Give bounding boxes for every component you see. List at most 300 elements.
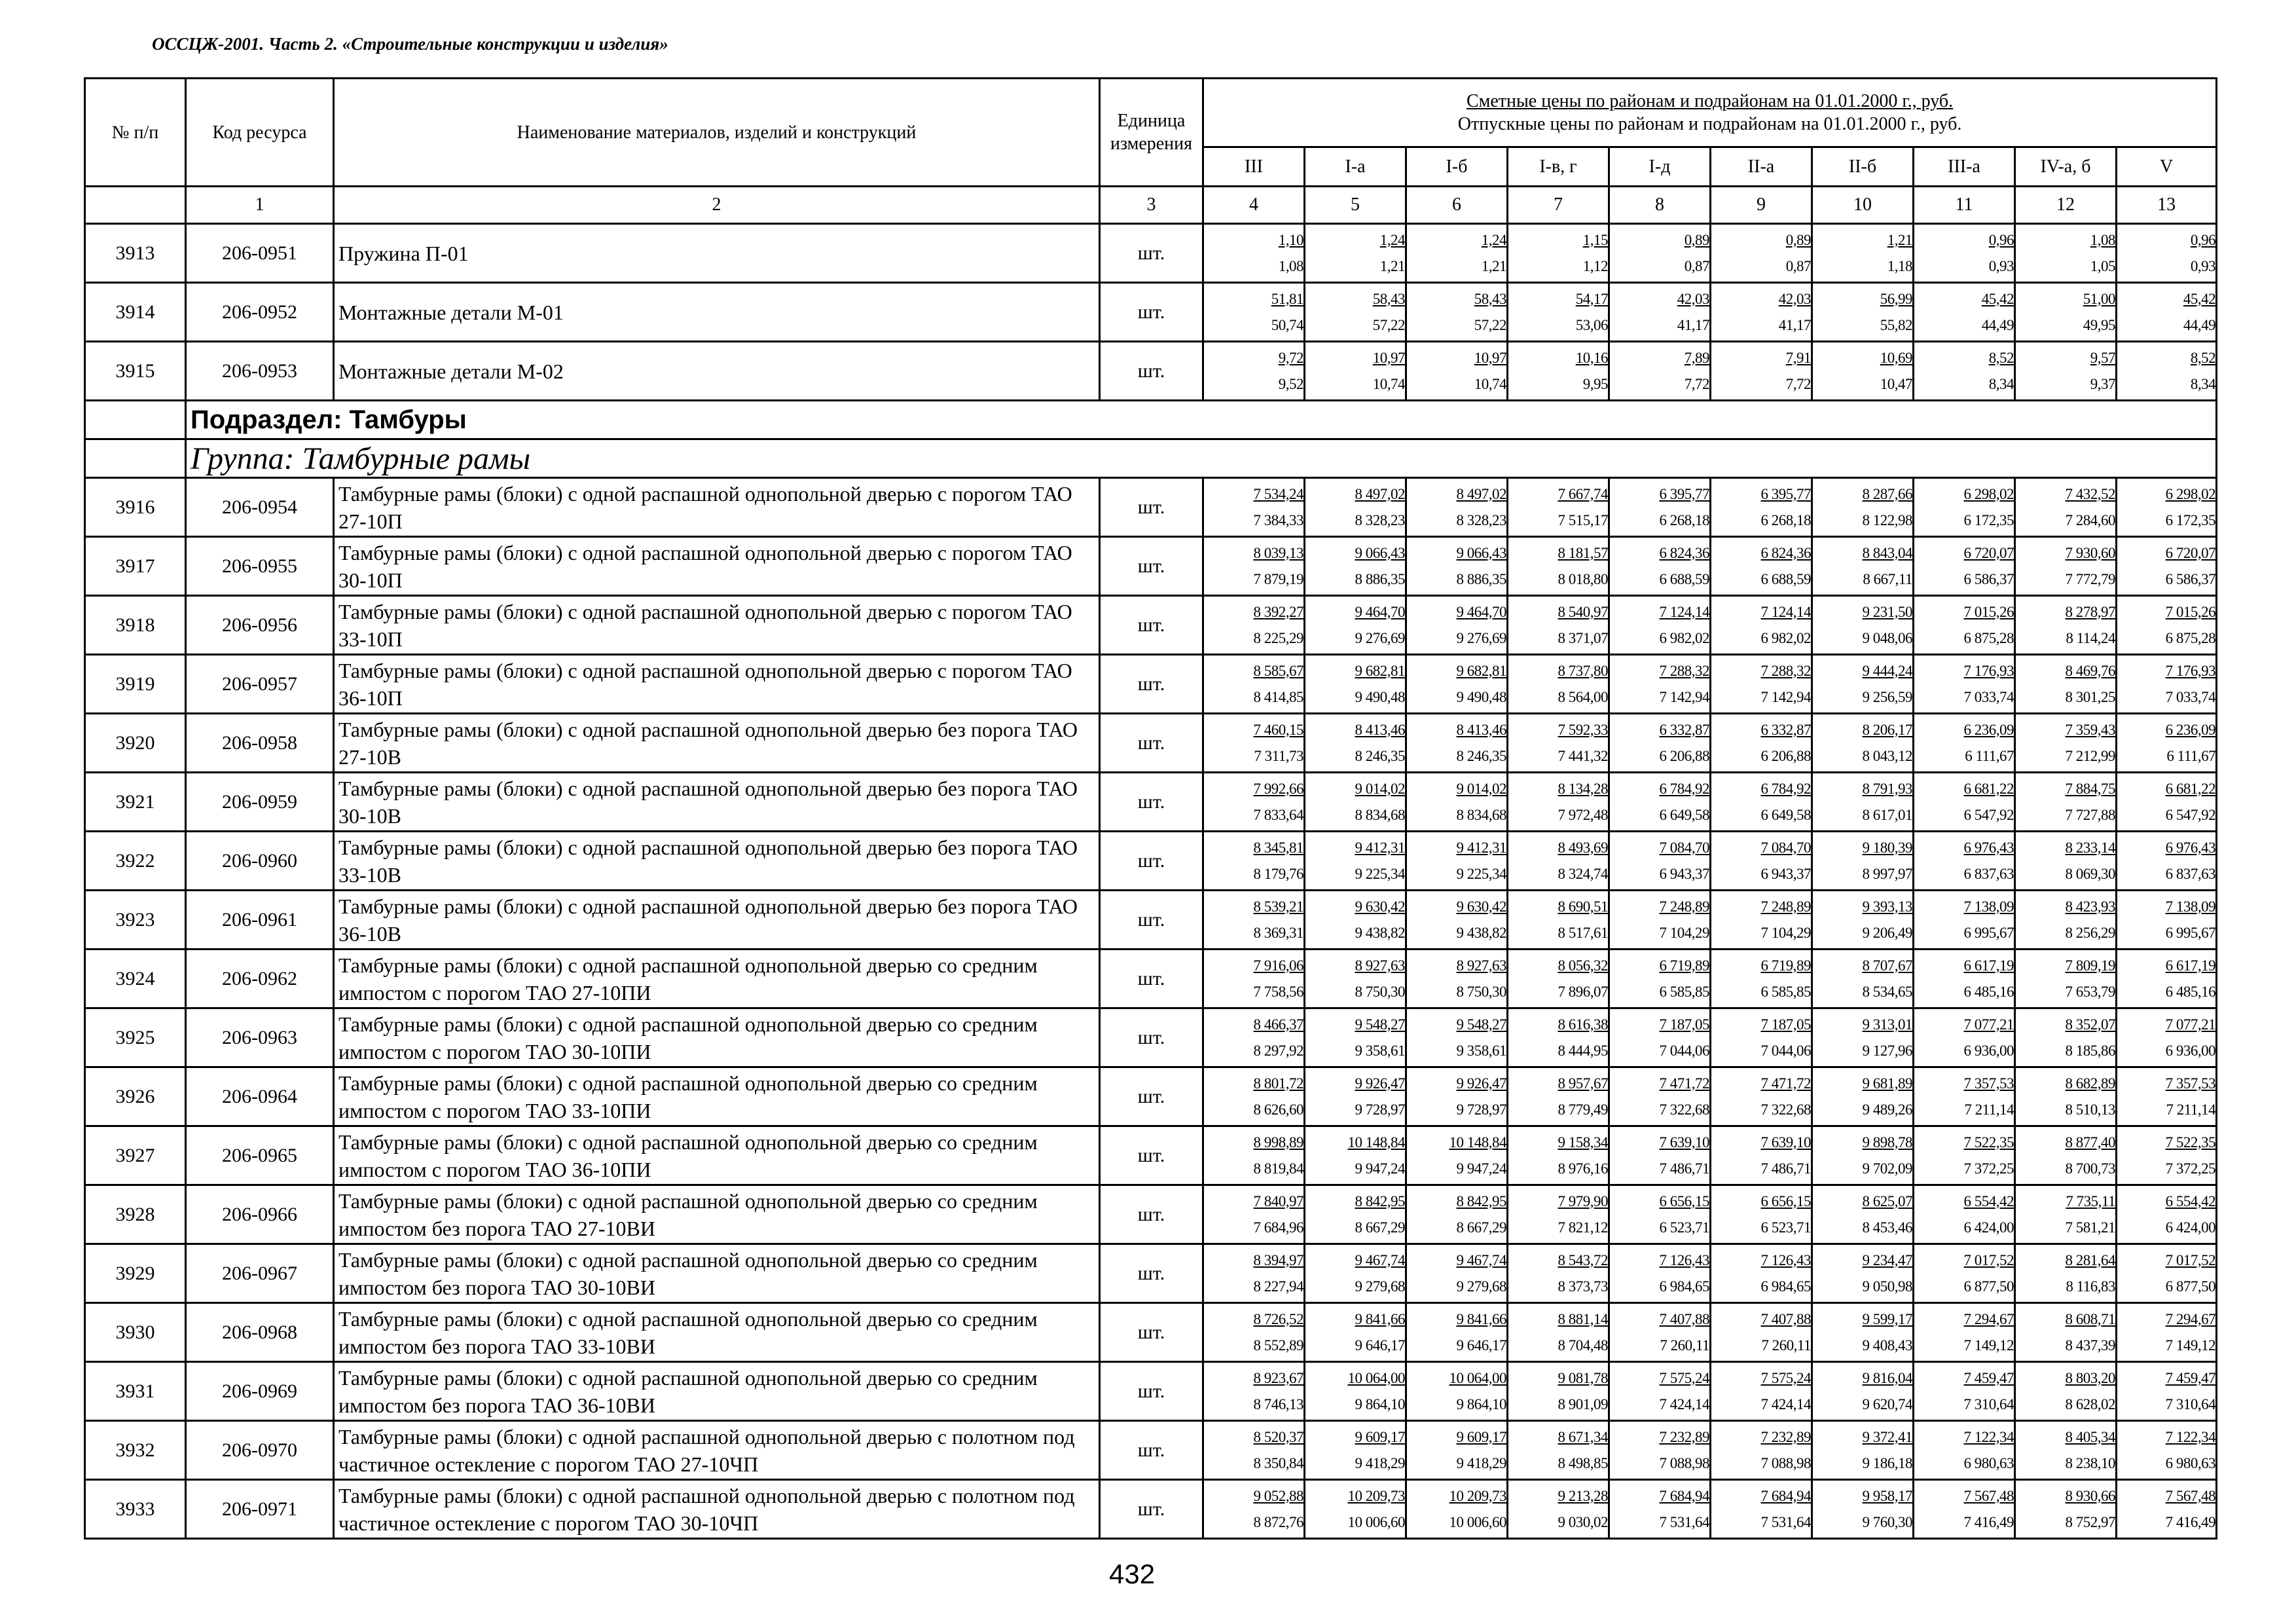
price-cell [2015,537,2117,596]
release-price: 6 877,50 [2165,1278,2216,1295]
release-price: 8 901,09 [1558,1395,1608,1412]
release-price: 6 980,63 [1963,1454,2014,1471]
price-cell [1305,655,1406,714]
release-price: 8 437,39 [2065,1337,2115,1354]
table-row [85,342,2217,401]
release-price: 6 585,85 [1760,983,1811,1000]
price-cell [1609,891,1711,950]
table-row [85,596,2217,655]
release-price: 6 936,00 [2165,1042,2216,1059]
price-cell [1609,596,1711,655]
unit-cell: шт. [1100,832,1203,891]
price-cell [1406,1244,1508,1303]
table-row [85,1421,2217,1480]
price-cell [1711,342,1812,401]
price-cell [1609,1362,1711,1421]
unit-cell: шт. [1100,950,1203,1008]
estimate-price: 7 916,06 [1253,957,1303,974]
release-price: 8 414,85 [1253,688,1303,705]
resource-code: 206-0956 [186,596,334,655]
price-cell [1406,1303,1508,1362]
price-cell [2015,1185,2117,1244]
estimate-price: 7 639,10 [1760,1134,1811,1151]
table-row [85,714,2217,773]
estimate-price: 6 298,02 [2165,485,2216,502]
release-price: 6 649,58 [1659,806,1709,823]
price-table [84,77,2217,1540]
price-cell [2015,1303,2117,1362]
price-cell [1812,1244,1914,1303]
estimate-price: 8 352,07 [2065,1016,2115,1033]
estimate-price: 42,03 [1677,290,1709,307]
price-cell [2015,714,2117,773]
estimate-price: 9 231,50 [1862,603,1912,620]
estimate-price: 9 681,89 [1862,1075,1912,1092]
resource-code: 206-0963 [186,1008,334,1067]
price-cell [2117,1008,2217,1067]
release-price: 6 936,00 [1963,1042,2014,1059]
price-cell [1203,1421,1305,1480]
price-cell [1711,891,1812,950]
estimate-price: 1,08 [2090,231,2115,248]
price-cell [1609,1067,1711,1126]
price-cell [2117,478,2217,537]
price-cell [1914,342,2015,401]
estimate-price: 7,89 [1684,349,1709,366]
estimate-price: 8 497,02 [1355,485,1405,502]
release-price: 7 142,94 [1760,688,1811,705]
estimate-price: 8 394,97 [1253,1251,1303,1268]
estimate-price: 9 816,04 [1862,1369,1912,1386]
release-price: 6 523,71 [1659,1219,1709,1236]
release-price: 8 018,80 [1558,570,1608,587]
group-row [85,439,2217,478]
price-cell [1914,714,2015,773]
release-price: 6 688,59 [1659,570,1709,587]
release-price: 7 772,79 [2065,570,2115,587]
resource-code: 206-0964 [186,1067,334,1126]
item-name: Тамбурные рамы (блоки) с одной распашной однопольной дверью без порога ТАО 33-10В [334,832,1100,891]
price-cell [1508,1480,1609,1539]
release-price: 8 552,89 [1253,1337,1303,1354]
release-price: 8 324,74 [1558,865,1608,882]
release-price: 9 358,61 [1355,1042,1405,1059]
release-price: 6 523,71 [1760,1219,1811,1236]
price-cell [1305,1421,1406,1480]
row-number: 3921 [85,773,186,832]
price-cell [1508,1126,1609,1185]
estimate-price: 8 540,97 [1558,603,1608,620]
release-price: 7 322,68 [1659,1101,1709,1118]
price-cell [1203,1126,1305,1185]
price-cell [1203,1362,1305,1421]
price-cell [1305,1303,1406,1362]
table-row [85,1362,2217,1421]
price-cell [1508,537,1609,596]
region-header: IV-а, б [2015,147,2117,187]
release-price: 9 418,29 [1456,1454,1506,1471]
price-cell [2015,1008,2117,1067]
estimate-price: 6 681,22 [2165,780,2216,797]
estimate-price: 7 288,32 [1760,662,1811,679]
estimate-price: 8 998,89 [1253,1134,1303,1151]
release-price: 8 834,68 [1355,806,1405,823]
release-price: 8 444,95 [1558,1042,1608,1059]
release-price: 8 704,48 [1558,1337,1608,1354]
unit-cell: шт. [1100,1067,1203,1126]
header-num: № п/п [85,79,186,187]
estimate-price: 8 423,93 [2065,898,2115,915]
estimate-price: 6 976,43 [2165,839,2216,856]
release-price: 44,49 [1981,316,2014,333]
release-price: 9 418,29 [1355,1454,1405,1471]
unit-cell: шт. [1100,1244,1203,1303]
price-cell [1914,1421,2015,1480]
estimate-price: 8 039,13 [1253,544,1303,561]
estimate-price: 1,10 [1278,231,1303,248]
estimate-price: 7 084,70 [1760,839,1811,856]
estimate-price: 6 236,09 [2165,721,2216,738]
region-header: II-а [1711,147,1812,187]
estimate-price: 8 287,66 [1862,485,1912,502]
estimate-price: 8 413,46 [1456,721,1506,738]
release-price: 6 943,37 [1659,865,1709,882]
price-cell [1812,1067,1914,1126]
price-cell [1914,950,2015,1008]
price-cell [1305,342,1406,401]
price-cell [1305,1185,1406,1244]
price-cell [1609,224,1711,283]
release-price: 7 033,74 [1963,688,2014,705]
price-cell [1406,1185,1508,1244]
estimate-price: 7 122,34 [1963,1428,2014,1445]
estimate-price: 7 471,72 [1760,1075,1811,1092]
release-price: 8 517,61 [1558,924,1608,941]
release-price: 7 372,25 [2165,1160,2216,1177]
price-cell [1914,1362,2015,1421]
release-price: 9 702,09 [1862,1160,1912,1177]
estimate-price: 10,97 [1372,349,1405,366]
resource-code: 206-0957 [186,655,334,714]
price-cell [1508,1185,1609,1244]
release-price: 9 256,59 [1862,688,1912,705]
estimate-price: 7 592,33 [1558,721,1608,738]
item-name: Тамбурные рамы (блоки) с одной распашной однопольной дверью с порогом ТАО 30-10П [334,537,1100,596]
price-cell [1406,950,1508,1008]
resource-code: 206-0970 [186,1421,334,1480]
price-cell [1812,596,1914,655]
unit-cell: шт. [1100,478,1203,537]
price-cell [2015,478,2117,537]
region-header: III-а [1914,147,2015,187]
estimate-price: 9 630,42 [1355,898,1405,915]
estimate-price: 9 599,17 [1862,1310,1912,1327]
release-price: 7 149,12 [1963,1337,2014,1354]
estimate-price: 51,00 [2083,290,2115,307]
release-price: 7 424,14 [1659,1395,1709,1412]
unit-cell: шт. [1100,773,1203,832]
price-cell [1609,1480,1711,1539]
unit-cell: шт. [1100,891,1203,950]
release-price: 6 982,02 [1659,629,1709,646]
price-cell [2015,224,2117,283]
row-number: 3915 [85,342,186,401]
price-cell [1812,714,1914,773]
estimate-price: 8 608,71 [2065,1310,2115,1327]
estimate-price: 7 077,21 [2165,1016,2216,1033]
price-cell [1406,1362,1508,1421]
price-cell [1508,1244,1609,1303]
price-cell [1812,1303,1914,1362]
row-number: 3930 [85,1303,186,1362]
price-cell [1812,1185,1914,1244]
estimate-price: 7 248,89 [1760,898,1811,915]
release-price: 9 206,49 [1862,924,1912,941]
release-price: 10,74 [1474,375,1506,392]
release-price: 0,93 [1988,257,2014,274]
estimate-price: 9 926,47 [1355,1075,1405,1092]
price-cell [1914,537,2015,596]
item-name: Тамбурные рамы (блоки) с одной распашной однопольной дверью со средним импостом без порога ТАО 30-10ВИ [334,1244,1100,1303]
price-cell [1203,891,1305,950]
price-table-body [85,187,2217,1539]
estimate-price: 10 064,00 [1449,1369,1506,1386]
release-price: 55,82 [1880,316,1912,333]
price-cell [2117,1067,2217,1126]
estimate-price: 7 575,24 [1659,1369,1709,1386]
item-name: Тамбурные рамы (блоки) с одной распашной однопольной дверью со средним импостом с порогом ТАО 30-10ПИ [334,1008,1100,1067]
estimate-price: 9 609,17 [1456,1428,1506,1445]
release-price: 0,87 [1684,257,1709,274]
release-price: 7 088,98 [1760,1454,1811,1471]
release-price: 1,21 [1481,257,1506,274]
estimate-price: 7 015,26 [1963,603,2014,620]
page-number: 432 [1109,1559,1156,1589]
price-cell [2117,1126,2217,1185]
price-cell [1203,224,1305,283]
price-cell [2015,773,2117,832]
price-cell [1812,1480,1914,1539]
release-price: 8 819,84 [1253,1160,1303,1177]
estimate-price: 7 077,21 [1963,1016,2014,1033]
resource-code: 206-0971 [186,1480,334,1539]
price-cell [1508,1067,1609,1126]
estimate-price: 7 884,75 [2065,780,2115,797]
release-price: 6 111,67 [1965,747,2014,764]
row-number: 3924 [85,950,186,1008]
price-cell [1406,596,1508,655]
release-price: 8 976,16 [1558,1160,1608,1177]
estimate-price: 9 313,01 [1862,1016,1912,1033]
price-cell [1203,655,1305,714]
estimate-price: 8 957,67 [1558,1075,1608,1092]
release-price: 7 727,88 [2065,806,2115,823]
subsection-title: Подраздел: Тамбуры [186,401,2217,439]
item-name: Тамбурные рамы (блоки) с одной распашной однопольной дверью со средним импостом без порога ТАО 36-10ВИ [334,1362,1100,1421]
estimate-price: 1,24 [1379,231,1405,248]
item-name: Тамбурные рамы (блоки) с одной распашной однопольной дверью со средним импостом с порогом ТАО 33-10ПИ [334,1067,1100,1126]
price-cell [1812,1126,1914,1185]
release-price: 8 834,68 [1456,806,1506,823]
release-price: 6 268,18 [1760,511,1811,528]
release-price: 8 997,97 [1862,865,1912,882]
release-price: 7,72 [1684,375,1709,392]
unit-cell: шт. [1100,537,1203,596]
column-number-spacer [85,187,186,224]
price-cell [1203,1008,1305,1067]
estimate-price: 10 209,73 [1449,1487,1506,1504]
estimate-price: 7 122,34 [2165,1428,2216,1445]
release-price: 8 116,83 [2066,1278,2115,1295]
estimate-price: 10 148,84 [1347,1134,1405,1151]
estimate-price: 7 357,53 [2165,1075,2216,1092]
estimate-price: 7 809,19 [2065,957,2115,974]
price-cell [1711,950,1812,1008]
release-price: 9 408,43 [1862,1337,1912,1354]
release-price: 8 246,35 [1355,747,1405,764]
estimate-price: 7 460,15 [1253,721,1303,738]
release-price: 7 515,17 [1558,511,1608,528]
release-price: 0,93 [2190,257,2216,274]
release-price: 6 837,63 [2165,865,2216,882]
unit-cell: шт. [1100,1303,1203,1362]
table-row [85,537,2217,596]
release-price: 7 879,19 [1253,570,1303,587]
column-number: 11 [1914,187,2015,224]
estimate-price: 9,72 [1278,349,1303,366]
release-price: 7 212,99 [2065,747,2115,764]
price-cell [1609,1126,1711,1185]
release-price: 7 310,64 [1963,1395,2014,1412]
price-cell [1508,342,1609,401]
price-cell [1711,832,1812,891]
release-price: 8 626,60 [1253,1101,1303,1118]
release-price: 8 510,13 [2065,1101,2115,1118]
price-cell [2015,655,2117,714]
estimate-price: 0,96 [2190,231,2216,248]
item-name: Тамбурные рамы (блоки) с одной распашной однопольной дверью с порогом ТАО 36-10П [334,655,1100,714]
release-price: 9 358,61 [1456,1042,1506,1059]
table-row [85,1067,2217,1126]
price-cell [1406,1421,1508,1480]
release-price: 0,87 [1785,257,1811,274]
price-cell [1508,224,1609,283]
estimate-price: 9 548,27 [1456,1016,1506,1033]
estimate-price: 7 294,67 [1963,1310,2014,1327]
estimate-price: 9 234,47 [1862,1251,1912,1268]
estimate-price: 9 467,74 [1456,1251,1506,1268]
estimate-price: 6 720,07 [1963,544,2014,561]
price-cell [2117,891,2217,950]
table-row [85,224,2217,283]
estimate-price: 7 248,89 [1659,898,1709,915]
estimate-price: 7 639,10 [1659,1134,1709,1151]
estimate-price: 7 359,43 [2065,721,2115,738]
price-cell [1812,1421,1914,1480]
release-price: 1,21 [1379,257,1405,274]
price-cell [1406,832,1508,891]
release-price: 7 833,64 [1253,806,1303,823]
estimate-price: 7 124,14 [1760,603,1811,620]
estimate-price: 9 014,02 [1355,780,1405,797]
release-price: 9 438,82 [1456,924,1506,941]
release-price: 6 837,63 [1963,865,2014,882]
table-row [85,655,2217,714]
release-price: 7 260,11 [1660,1337,1709,1354]
price-cell [1609,1421,1711,1480]
estimate-price: 9 444,24 [1862,662,1912,679]
row-number: 3923 [85,891,186,950]
estimate-price: 7 138,09 [1963,898,2014,915]
price-cell [2015,1480,2117,1539]
release-price: 41,17 [1677,316,1709,333]
column-number: 10 [1812,187,1914,224]
region-header: I-д [1609,147,1711,187]
release-price: 8 667,29 [1355,1219,1405,1236]
estimate-price: 9 081,78 [1558,1369,1608,1386]
estimate-price: 9 066,43 [1355,544,1405,561]
estimate-price: 7 176,93 [2165,662,2216,679]
price-cell [1914,224,2015,283]
estimate-price: 8 616,38 [1558,1016,1608,1033]
estimate-price: 10 064,00 [1347,1369,1405,1386]
running-head: ОССЦЖ-2001. Часть 2. «Строительные конструкции и изделия» [152,34,668,54]
price-cell [1203,596,1305,655]
estimate-price: 6 976,43 [1963,839,2014,856]
release-price: 8 328,23 [1456,511,1506,528]
estimate-price: 9 052,88 [1253,1487,1303,1504]
estimate-price: 8 843,04 [1862,544,1912,561]
estimate-price: 9 372,41 [1862,1428,1912,1445]
release-price: 6 649,58 [1760,806,1811,823]
resource-code: 206-0968 [186,1303,334,1362]
release-price: 7 424,14 [1760,1395,1811,1412]
price-cell [2015,832,2117,891]
estimate-price: 9 393,13 [1862,898,1912,915]
price-cell [2117,1185,2217,1244]
release-price: 8 225,29 [1253,629,1303,646]
release-price: 8 114,24 [2066,629,2115,646]
estimate-price: 8 881,14 [1558,1310,1608,1327]
price-cell [1711,478,1812,537]
release-price: 10,47 [1880,375,1912,392]
price-cell [1203,773,1305,832]
release-price: 8,34 [2190,375,2216,392]
release-price: 8 750,30 [1456,983,1506,1000]
estimate-price: 8 520,37 [1253,1428,1303,1445]
release-price: 9 728,97 [1355,1101,1405,1118]
release-price: 1,18 [1887,257,1912,274]
resource-code: 206-0967 [186,1244,334,1303]
estimate-price: 8 543,72 [1558,1251,1608,1268]
price-cell [1711,1185,1812,1244]
price-cell [1406,283,1508,342]
price-cell [1609,283,1711,342]
unit-cell: шт. [1100,714,1203,773]
subsection-row [85,401,2217,439]
estimate-price: 7 407,88 [1659,1310,1709,1327]
estimate-price: 8 206,17 [1862,721,1912,738]
price-cell [2015,342,2117,401]
price-cell [1203,283,1305,342]
release-price: 7 441,32 [1558,747,1608,764]
price-cell [1812,950,1914,1008]
release-price: 9 489,26 [1862,1101,1912,1118]
release-price: 7 486,71 [1760,1160,1811,1177]
estimate-price: 8 737,80 [1558,662,1608,679]
estimate-price: 8 469,76 [2065,662,2115,679]
estimate-price: 10,97 [1474,349,1506,366]
